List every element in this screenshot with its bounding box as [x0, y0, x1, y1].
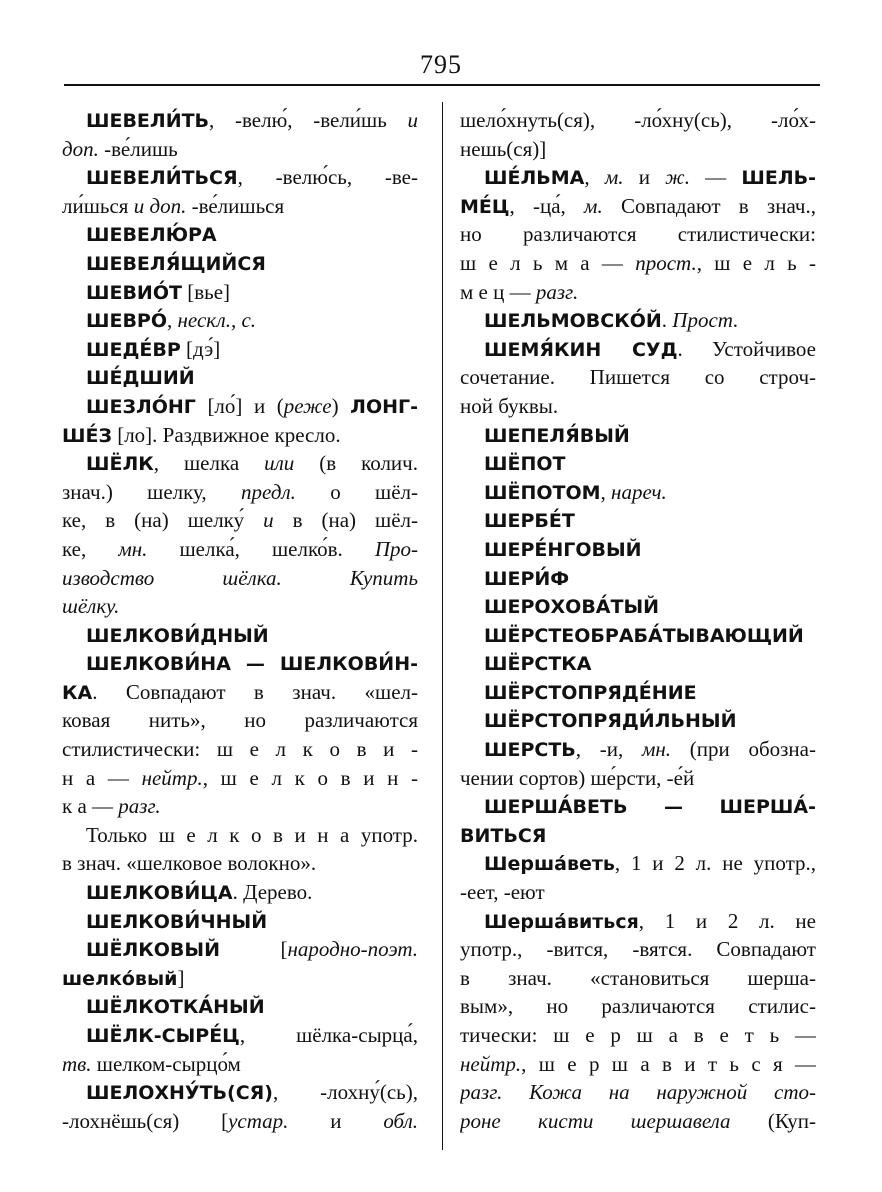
text-run: в знач. «становиться шерша- — [460, 965, 816, 990]
text-line — [460, 535, 816, 564]
text-run: ке, в (на) шелку́ — [62, 508, 264, 533]
italic-label: шёлку. — [62, 594, 120, 619]
text-run: ш е л ь м а — — [460, 250, 636, 275]
text-run: (при обозна- — [671, 737, 816, 762]
column-divider — [442, 102, 443, 1150]
italic-label: изводство шёлка. Купить — [62, 565, 418, 590]
text-run: , 1 и 2 л. не употр., — [614, 851, 816, 876]
text-line — [62, 764, 418, 793]
text-run: -ве́лишься — [186, 193, 285, 218]
text-line — [460, 421, 816, 450]
text-run: , — [167, 308, 178, 333]
text-line — [62, 649, 418, 678]
text-run: , шёлка-сырца́, — [239, 1023, 418, 1047]
italic-label: народно-поэт. — [287, 937, 418, 962]
headword: ШЕЗЛО́НГ — [86, 395, 196, 418]
text-line — [62, 878, 418, 907]
text-line — [460, 935, 816, 964]
headword: ЛОНГ- — [350, 395, 418, 418]
italic-label: м. — [584, 193, 603, 218]
headword: ШЕЛКОВИ́ЦА — [86, 882, 233, 905]
headword: ШЁРСТКА — [484, 653, 592, 676]
text-run: , — [584, 165, 605, 190]
text-run: [ло́] и ( — [195, 393, 284, 418]
italic-label: Прост. — [672, 308, 739, 333]
text-line — [460, 1078, 816, 1107]
headword: Шерша́виться — [484, 910, 639, 933]
text-line — [62, 849, 418, 878]
text-run: ной буквы. — [460, 393, 559, 418]
headword: ШЕВЕЛИ́ТЬСЯ — [86, 167, 238, 190]
headword: Шерша́веть — [484, 853, 615, 876]
headword: ШЕРСТЬ — [484, 739, 576, 762]
headword: ШЁЛКОВЫЙ — [86, 939, 220, 962]
text-run: ковая нить», но различаются — [62, 708, 418, 733]
italic-label: мн. — [118, 536, 148, 561]
text-run: -ве́лишь — [98, 136, 178, 161]
text-run: вым», но различаются стилис- — [460, 994, 816, 1019]
text-run: . Дерево. — [232, 880, 313, 905]
text-line — [62, 506, 418, 535]
italic-label: разг. — [118, 794, 161, 819]
text-run: [вье] — [181, 279, 231, 304]
text-line — [62, 964, 418, 993]
italic-label: нареч. — [611, 479, 667, 504]
headword: ШЕРИ́Ф — [484, 567, 570, 590]
text-run: в (на) шёл- — [273, 508, 418, 533]
headword: ШЁЛК-СЫРЕ́Ц — [86, 1025, 240, 1047]
text-run: . Совпадают в знач. «шел- — [92, 679, 418, 704]
text-run: (в колич. — [294, 451, 418, 476]
italic-label: или — [264, 451, 295, 476]
headword: ШЕПЕЛЯ́ВЫЙ — [484, 424, 630, 447]
text-run: , ш е л ь - — [696, 250, 816, 275]
headword: ШЁРСТЕОБРАБА́ТЫВАЮЩИЙ — [484, 624, 804, 647]
text-run: Совпадают в знач., — [602, 193, 816, 218]
text-line — [62, 478, 418, 507]
text-line — [62, 363, 418, 392]
text-run: ли́шься — [62, 193, 134, 218]
text-line — [460, 878, 816, 907]
text-line — [460, 735, 816, 764]
text-line — [460, 249, 816, 278]
text-run: сочетание. Пишется со строч- — [460, 365, 816, 390]
headword: ШЕВЕЛЯ́ЩИЙСЯ — [86, 252, 266, 275]
text-line — [460, 592, 816, 621]
text-line — [62, 278, 418, 307]
text-line — [460, 220, 816, 249]
text-line — [460, 764, 816, 793]
headword: ШЕРША́ВЕТЬ — ШЕРША́- — [484, 796, 816, 819]
italic-label: разг. Кожа на наружной сто- — [460, 1080, 816, 1105]
text-line — [62, 249, 418, 278]
text-line — [460, 106, 816, 135]
headword: ШЕЛКОВИ́ЧНЫЙ — [86, 910, 268, 933]
text-line — [460, 363, 816, 392]
text-line — [62, 135, 418, 164]
text-line — [460, 792, 816, 821]
text-line — [460, 964, 816, 993]
text-line — [62, 306, 418, 335]
headword: ШЕВЕЛИ́ТЬ — [86, 110, 210, 132]
italic-label: Про- — [374, 536, 418, 561]
text-run: , шелка — [153, 451, 265, 476]
text-line — [460, 335, 816, 364]
italic-label: нейтр. — [141, 765, 203, 790]
headword: ШЁРСТОПРЯДИ́ЛЬНЫЙ — [484, 710, 737, 733]
text-run: . Устойчивое — [677, 336, 816, 361]
text-line — [460, 706, 816, 735]
text-line — [62, 449, 418, 478]
headword: ШЕЛЬ- — [741, 167, 816, 190]
headword: ШЕРБЕ́Т — [484, 510, 575, 533]
text-run: , ш е л к о в и н - — [202, 765, 418, 790]
text-line — [460, 1050, 816, 1079]
left-column — [62, 106, 418, 1135]
text-run: , — [600, 479, 612, 504]
text-line — [62, 935, 418, 964]
text-line — [62, 678, 418, 707]
headword: КА — [62, 681, 93, 704]
text-run: о шёл- — [295, 479, 418, 504]
headword: ШЕЛКОВИ́ДНЫЙ — [86, 624, 269, 647]
text-run: , -ца́, — [509, 193, 585, 218]
text-run: -еет, -еют — [460, 880, 545, 905]
italic-label: прост. — [635, 250, 697, 275]
text-line — [62, 792, 418, 821]
text-line — [62, 220, 418, 249]
text-run: , -и, — [575, 737, 642, 762]
text-line — [460, 449, 816, 478]
text-line — [460, 907, 816, 936]
text-run: и — [288, 1108, 384, 1133]
text-run: [ло]. Раздвижное кресло. — [111, 422, 341, 447]
text-run: — — [689, 165, 742, 190]
text-line — [460, 849, 816, 878]
text-run: стилистически: ш е л к о в и - — [62, 737, 418, 762]
italic-label: тв. — [62, 1051, 92, 1076]
italic-label: м. — [604, 165, 624, 190]
page-number: 795 — [420, 50, 462, 79]
text-line — [460, 506, 816, 535]
text-line — [460, 678, 816, 707]
text-line — [460, 192, 816, 221]
text-line — [62, 106, 418, 135]
text-run: ке, — [62, 536, 119, 561]
text-run: н а — — [62, 765, 142, 790]
italic-label: устар. — [228, 1108, 289, 1133]
text-line — [62, 392, 418, 421]
text-line — [62, 1107, 418, 1136]
text-line — [460, 392, 816, 421]
text-line — [460, 1021, 816, 1050]
headword: ШЕЛЬМОВСКО́Й — [484, 310, 662, 333]
text-run: знач.) шелку, — [62, 479, 242, 504]
headword: ШЁПОТОМ — [484, 481, 601, 504]
text-run: [ — [219, 937, 288, 962]
text-line — [62, 735, 418, 764]
headword: ШЕРОХОВА́ТЫЙ — [484, 596, 660, 619]
text-run: ] — [177, 965, 185, 990]
headword: ШЁПОТ — [484, 453, 566, 476]
text-line — [460, 163, 816, 192]
text-line — [62, 421, 418, 450]
text-line — [460, 1107, 816, 1136]
text-line — [62, 821, 418, 850]
text-run: тически: ш е р ш а в е т ь — — [460, 1023, 816, 1047]
text-line — [62, 1078, 418, 1107]
text-run: шелком-сырцо́м — [91, 1051, 241, 1076]
text-run: шелка́, шелко́в. — [147, 536, 375, 561]
headword: ШЕВЕЛЮ́РА — [86, 224, 217, 247]
headword: ШЕ́ЛЬМА — [484, 167, 585, 190]
text-line — [62, 621, 418, 650]
headword: ШЁЛКОТКА́НЫЙ — [86, 996, 265, 1019]
headword: ШЕ́ДШИЙ — [86, 367, 195, 390]
headword: ШЕВРО́ — [86, 310, 168, 333]
text-line — [460, 278, 816, 307]
text-line — [460, 478, 816, 507]
text-line — [460, 621, 816, 650]
italic-label: обл. — [383, 1108, 418, 1133]
italic-label: реже — [283, 393, 332, 418]
italic-label: роне кисти шершавела — [460, 1108, 731, 1133]
text-run: в знач. «шелковое волокно». — [62, 851, 317, 876]
text-line — [62, 592, 418, 621]
text-run: к а — — [62, 794, 119, 819]
text-run: , 1 и 2 л. не — [638, 908, 816, 933]
italic-label: доп. — [62, 136, 99, 161]
text-run: , -лохну́(сь), — [272, 1080, 418, 1105]
text-run: употр., -вится, -вятся. Совпадают — [460, 937, 816, 962]
headword: ВИТЬСЯ — [460, 824, 547, 847]
text-run: , -велю́сь, -ве- — [237, 165, 418, 190]
headword: шелко́вый — [62, 967, 178, 990]
headword: ШЁРСТОПРЯДЕ́НИЕ — [484, 681, 697, 704]
text-run: м е ц — — [460, 279, 536, 304]
text-line — [460, 992, 816, 1021]
text-run: . — [661, 308, 673, 333]
headword: ШЕЛОХНУ́ТЬ(СЯ) — [86, 1082, 273, 1105]
text-line — [460, 564, 816, 593]
headword: ШЕДЕ́ВР — [86, 338, 181, 361]
text-line — [62, 907, 418, 936]
text-run: -лохнёшь(ся) [ — [62, 1108, 229, 1133]
headword: ШЕРЕ́НГОВЫЙ — [484, 538, 642, 561]
text-line — [460, 649, 816, 678]
right-column — [460, 106, 816, 1135]
italic-label: и — [407, 108, 418, 132]
text-run: , ш е р ш а в и т ь с я — — [521, 1051, 816, 1076]
text-run: ) — [331, 393, 351, 418]
headword: ШЕМЯ́КИН СУД — [484, 338, 678, 361]
italic-label: нескл., с. — [177, 308, 257, 333]
italic-label: разг. — [535, 279, 579, 304]
italic-label: и — [263, 508, 274, 533]
italic-label: нейтр. — [460, 1051, 522, 1076]
headword: ШЕВИО́Т — [86, 281, 182, 304]
text-line — [62, 192, 418, 221]
text-line — [460, 135, 816, 164]
text-line — [62, 335, 418, 364]
text-line — [62, 1050, 418, 1079]
text-run: [дэ́] — [180, 336, 221, 361]
text-run: (Куп- — [730, 1108, 816, 1133]
headword: МЕ́Ц — [460, 195, 510, 218]
headword: ШЕ́З — [62, 424, 112, 447]
headword: ШЁЛК — [86, 453, 154, 476]
text-line — [62, 163, 418, 192]
text-run: Только ш е л к о в и н а употр. — [86, 822, 418, 847]
text-line — [62, 992, 418, 1021]
text-run: шело́хнуть(ся), -ло́хну(сь), -ло́х- — [460, 108, 816, 132]
text-run: но различаются стилистически: — [460, 222, 816, 247]
text-line — [460, 306, 816, 335]
italic-label: и доп. — [133, 193, 187, 218]
text-run: и — [623, 165, 666, 190]
text-line — [62, 1021, 418, 1050]
headword: ШЕЛКОВИ́НА — ШЕЛКОВИ́Н- — [86, 653, 418, 676]
header-rule — [64, 84, 820, 86]
italic-label: мн. — [641, 737, 672, 762]
text-line — [460, 821, 816, 850]
text-line — [62, 535, 418, 564]
text-line — [62, 706, 418, 735]
italic-label: предл. — [241, 479, 296, 504]
text-line — [62, 564, 418, 593]
text-run: , -велю́, -вели́шь — [209, 108, 408, 132]
italic-label: ж. — [665, 165, 690, 190]
text-run: нешь(ся)] — [460, 136, 547, 161]
text-run: чении сортов) ше́рсти, -е́й — [460, 765, 695, 790]
